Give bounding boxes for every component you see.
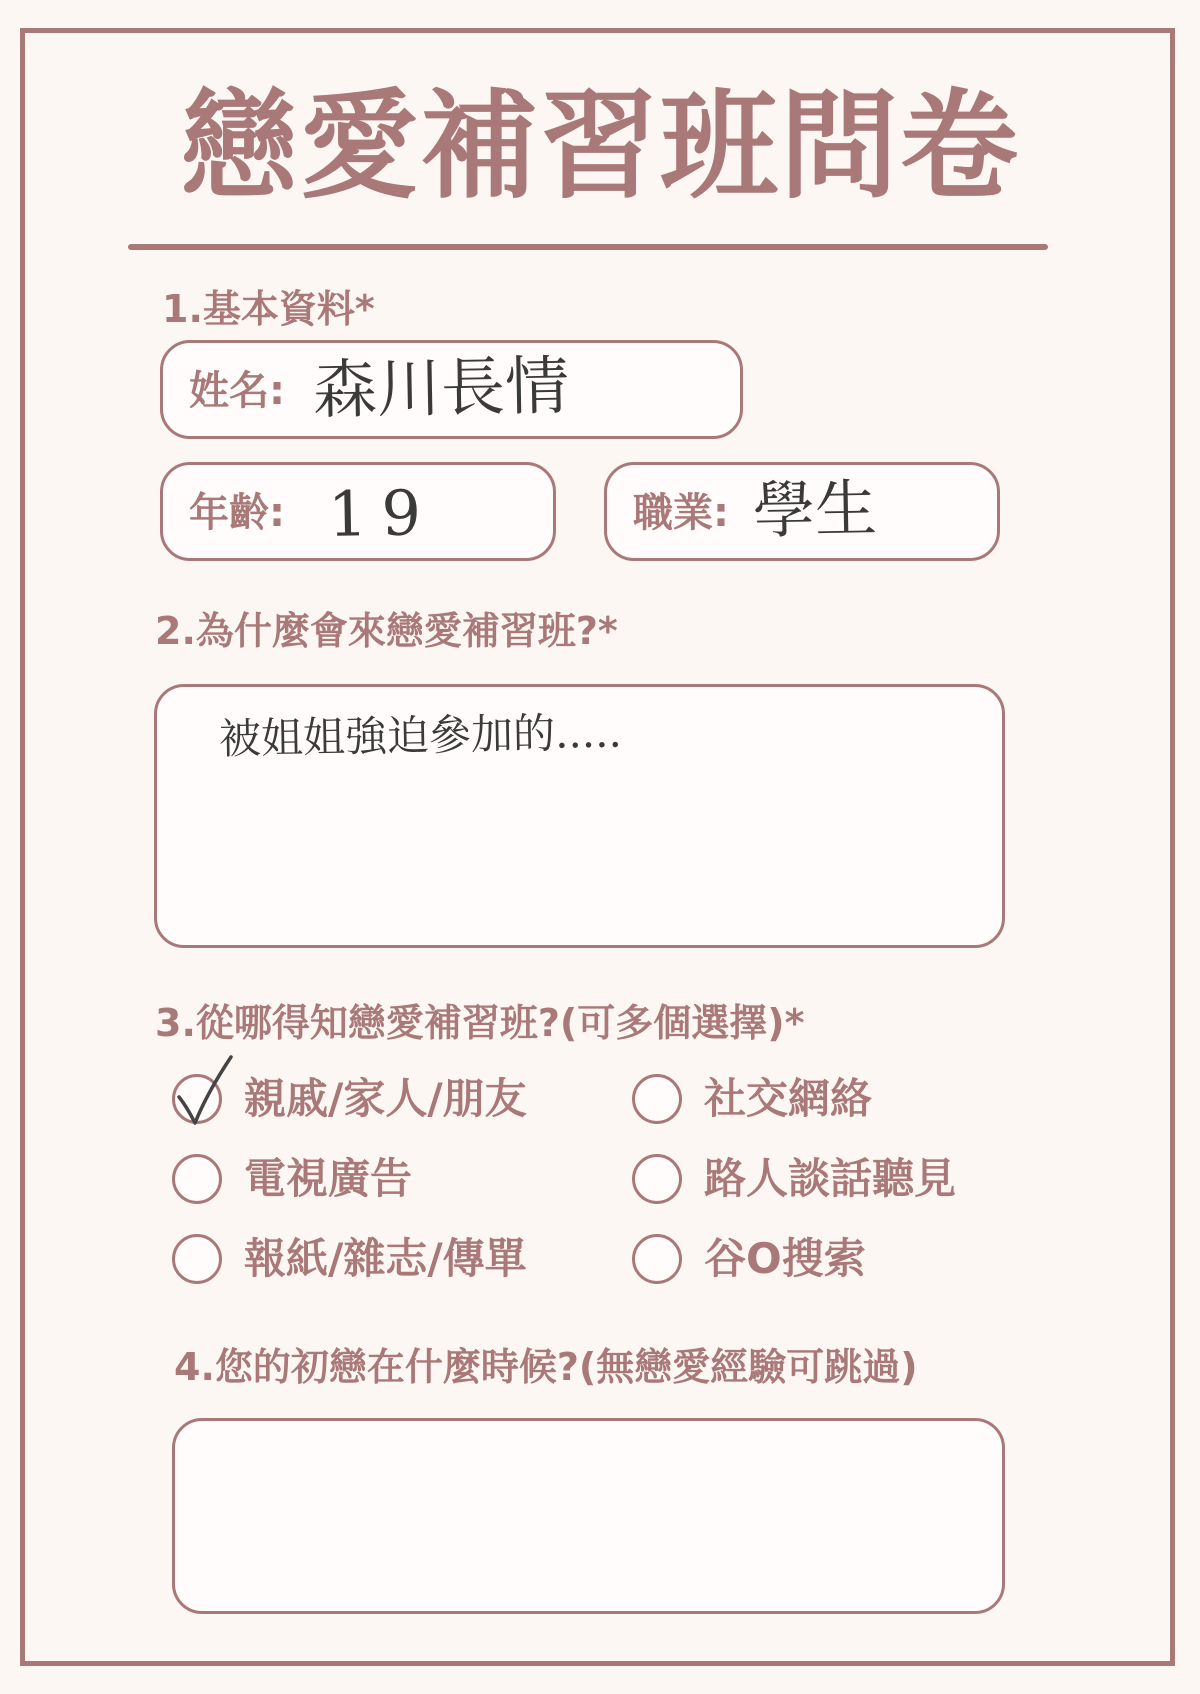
question-2-label: 2.為什麼會來戀愛補習班?* (155, 609, 618, 653)
option-relatives-friends[interactable] (172, 1074, 527, 1124)
question-2-answer: 被姐姐強迫參加的..... (218, 707, 623, 764)
option-search[interactable] (632, 1234, 866, 1284)
option-overheard-label: 路人談話聽見 (704, 1154, 957, 1203)
age-label: 年齡: (189, 490, 285, 536)
option-search-label: 谷O搜索 (704, 1234, 866, 1283)
occupation-value: 學生 (752, 471, 878, 548)
option-tv-ads-radio[interactable] (172, 1154, 222, 1204)
checkmark-icon (171, 1053, 241, 1133)
name-value: 森川長情 (312, 349, 570, 429)
name-field[interactable] (160, 340, 743, 439)
option-overheard[interactable] (632, 1154, 956, 1204)
occupation-field[interactable] (604, 462, 1000, 561)
occupation-label: 職業: (633, 490, 729, 536)
option-print-media[interactable] (172, 1234, 527, 1284)
age-field[interactable] (160, 462, 556, 561)
name-label: 姓名: (189, 368, 285, 414)
option-social-network-label: 社交網絡 (704, 1074, 873, 1123)
question-1-label: 1.基本資料* (162, 287, 375, 331)
age-value: 19 (327, 476, 436, 551)
title-divider (128, 244, 1048, 250)
option-overheard-radio[interactable] (632, 1154, 682, 1204)
question-2-answer-box[interactable] (154, 684, 1005, 948)
page-title: 戀愛補習班問卷 (179, 77, 1020, 215)
option-relatives-friends-label: 親戚/家人/朋友 (244, 1074, 527, 1123)
question-4-answer-box[interactable] (172, 1418, 1005, 1614)
question-4-label: 4.您的初戀在什麼時候?(無戀愛經驗可跳過) (174, 1345, 918, 1389)
option-search-radio[interactable] (632, 1234, 682, 1284)
option-print-media-label: 報紙/雜志/傳單 (244, 1234, 527, 1283)
option-social-network[interactable] (632, 1074, 872, 1124)
question-3-label: 3.從哪得知戀愛補習班?(可多個選擇)* (155, 1001, 805, 1045)
option-tv-ads-label: 電視廣告 (244, 1154, 413, 1203)
option-relatives-friends-radio[interactable] (172, 1074, 222, 1124)
option-social-network-radio[interactable] (632, 1074, 682, 1124)
option-tv-ads[interactable] (172, 1154, 412, 1204)
option-print-media-radio[interactable] (172, 1234, 222, 1284)
